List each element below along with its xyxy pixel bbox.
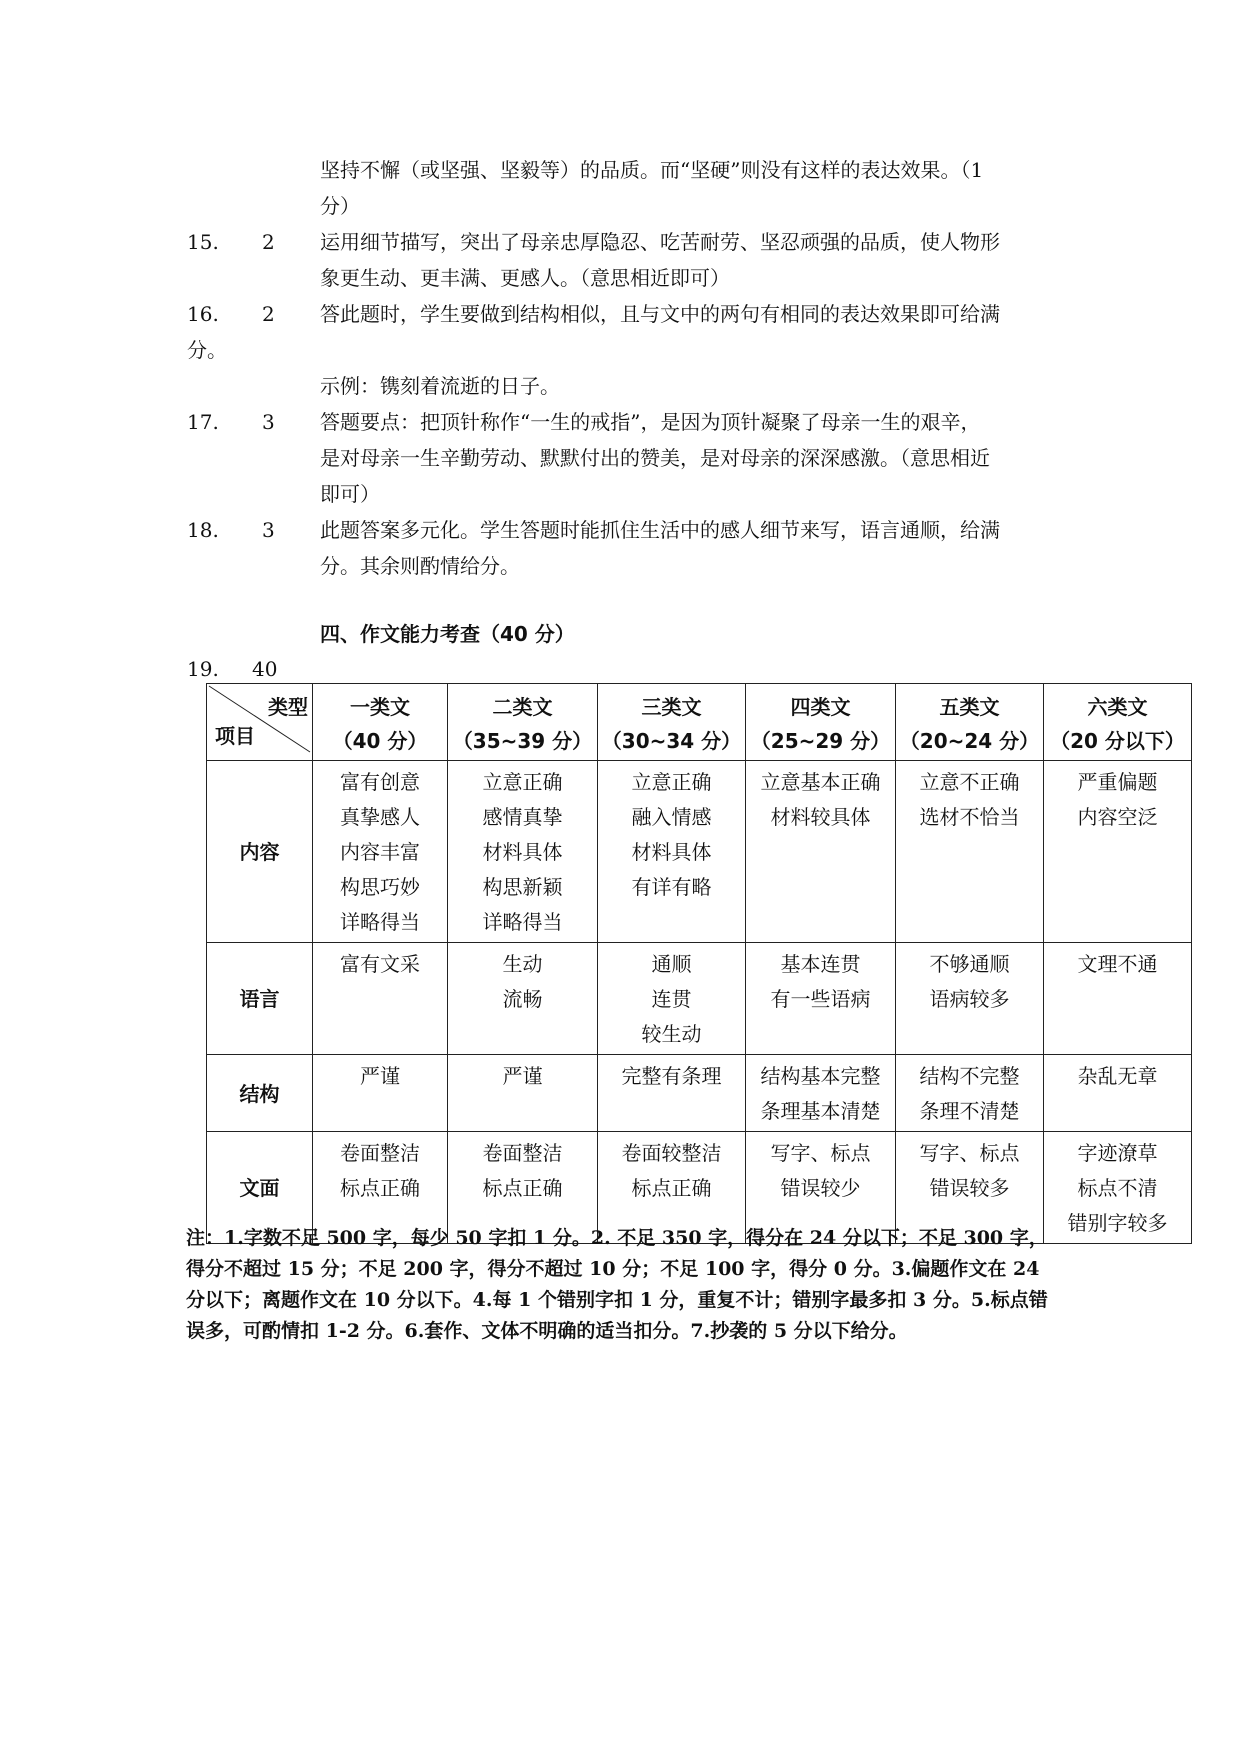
rubric-cell [313,943,448,1055]
rubric-row [207,1055,1192,1132]
q17-answer-line3: 即可） [320,482,380,506]
rubric-cell-line: 标点正确 [631,1176,712,1200]
column-range: （25~29 分） [750,729,891,753]
q18-points: 3 [262,518,275,542]
rubric-row [207,761,1192,943]
q19-points: 40 [252,657,278,681]
rubric-cell-line: 构思新颖 [482,875,563,899]
rubric-cell-line: 立意正确 [482,770,563,794]
rubric-cell-line: 不够通顺 [929,952,1010,976]
rubric-cell-line: 连贯 [651,987,692,1011]
column-name: 二类文 [492,695,553,719]
rubric-cell-line: 错误较多 [929,1176,1010,1200]
column-range: （40 分） [332,729,428,753]
rubric-cell-line: 卷面较整洁 [621,1141,722,1165]
rubric-row-label: 结构 [207,1055,313,1132]
q16-points: 2 [262,302,275,326]
column-name: 一类文 [350,695,410,719]
rubric-cell-line: 写字、标点 [919,1141,1020,1165]
rubric-cell-line: 详略得当 [482,910,563,934]
rubric-cell-line: 材料具体 [482,840,563,864]
rubric-cell-line: 结构基本完整 [760,1064,881,1088]
rubric-row-label: 语言 [207,943,313,1055]
q18-answer-line1: 此题答案多元化。学生答题时能抓住生活中的感人细节来写，语言通顺，给满 [320,518,1000,542]
rubric-cell-line: 严谨 [360,1064,400,1088]
rubric-cell-line: 错别字较多 [1067,1211,1168,1235]
rubric-body [207,761,1192,1244]
rubric-cell-line: 杂乱无章 [1077,1064,1158,1088]
rubric-cell-line: 详略得当 [340,910,420,934]
q17-points: 3 [262,410,275,434]
column-range: （20~24 分） [899,729,1040,753]
rubric-cell-line: 立意基本正确 [760,770,881,794]
rubric-cell [1044,1132,1192,1244]
essay-rubric-table [206,683,1192,1244]
rubric-row-label: 文面 [207,1132,313,1244]
rubric-cell [896,761,1044,943]
rubric-cell-line: 富有文采 [340,952,420,976]
rubric-cell-line: 生动 [502,952,543,976]
rubric-cell-line: 富有创意 [340,770,420,794]
rubric-cell-line: 立意不正确 [919,770,1020,794]
q15-points: 2 [262,230,275,254]
rubric-cell-line: 材料较具体 [770,805,871,829]
rubric-cell-line: 较生动 [641,1022,702,1046]
rubric-corner-cell [207,684,313,761]
rubric-cell-line: 标点正确 [482,1176,563,1200]
rubric-cell-line: 立意正确 [631,770,712,794]
rubric-cell-line: 材料具体 [631,840,712,864]
rubric-cell-line: 标点正确 [340,1176,420,1200]
q16-answer-line1: 答此题时，学生要做到结构相似，且与文中的两句有相同的表达效果即可给满 [320,302,1000,326]
rubric-cell-line: 构思巧妙 [340,875,420,899]
rubric-column-header [448,684,598,761]
rubric-cell [598,761,746,943]
q18-number: 18. [187,518,219,542]
rubric-cell-line: 严重偏题 [1077,770,1158,794]
q15-answer-line2: 象更生动、更丰满、更感人。（意思相近即可） [320,266,730,290]
rubric-cell-line: 选材不恰当 [919,805,1020,829]
rubric-cell [448,1055,598,1132]
rubric-cell [746,1055,896,1132]
rubric-cell [598,943,746,1055]
rubric-cell-line: 条理不清楚 [919,1099,1020,1123]
rubric-cell-line: 流畅 [502,987,543,1011]
rubric-cell-line: 文理不通 [1077,952,1158,976]
column-range: （20 分以下） [1050,729,1185,753]
rubric-cell-line: 有详有略 [631,875,712,899]
rubric-cell-line: 内容空泛 [1077,805,1158,829]
rubric-cell [1044,943,1192,1055]
q17-number: 17. [187,410,219,434]
rubric-cell-line: 内容丰富 [340,840,420,864]
rubric-cell-line: 字迹潦草 [1077,1141,1158,1165]
rubric-cell [313,761,448,943]
section-heading: 四、作文能力考查（40 分） [320,622,575,646]
q19-number: 19. [187,657,219,681]
rubric-cell [896,1055,1044,1132]
rubric-header-row [207,684,1192,761]
q18-answer-line2: 分。其余则酌情给分。 [320,554,520,578]
rubric-cell-line: 结构不完整 [919,1064,1020,1088]
column-name: 五类文 [939,695,1000,719]
q14-answer-line2: 分） [320,194,360,218]
q17-answer-line1: 答题要点：把顶针称作“一生的戒指”，是因为顶针凝聚了母亲一生的艰辛， [320,410,981,434]
column-range: （30~34 分） [601,729,742,753]
q16-example: 示例：镌刻着流逝的日子。 [320,374,560,398]
rubric-column-header [313,684,448,761]
rubric-cell-line: 严谨 [502,1064,543,1088]
corner-item-label: 项目 [215,724,255,748]
q15-number: 15. [187,230,219,254]
column-name: 六类文 [1087,695,1148,719]
rubric-cell [448,761,598,943]
rubric-cell-line: 感情真挚 [482,805,563,829]
corner-type-label: 类型 [268,695,308,719]
rubric-cell [313,1055,448,1132]
rubric-cell-line: 完整有条理 [621,1064,722,1088]
rubric-cell-line: 有一些语病 [770,987,871,1011]
rubric-cell-line: 写字、标点 [770,1141,871,1165]
column-name: 四类文 [790,695,851,719]
rubric-cell-line: 语病较多 [929,987,1010,1011]
rubric-column-header [896,684,1044,761]
rubric-cell [1044,761,1192,943]
rubric-cell [1044,1055,1192,1132]
q15-answer-line1: 运用细节描写，突出了母亲忠厚隐忍、吃苦耐劳、坚忍顽强的品质，使人物形 [320,230,1000,254]
rubric-cell [598,1055,746,1132]
rubric-cell-line: 卷面整洁 [482,1141,563,1165]
rubric-row [207,943,1192,1055]
q16-number: 16. [187,302,219,326]
q14-answer-line1: 坚持不懈（或坚强、坚毅等）的品质。而“坚硬”则没有这样的表达效果。（1 [320,158,984,182]
rubric-cell [746,943,896,1055]
rubric-column-header [1044,684,1192,761]
rubric-cell-line: 通顺 [651,952,692,976]
q16-answer-line2: 分。 [187,338,227,362]
rubric-cell [746,761,896,943]
rubric-cell-line: 融入情感 [631,805,712,829]
rubric-cell-line: 条理基本清楚 [760,1099,881,1123]
rubric-column-header [598,684,746,761]
rubric-cell-line: 基本连贯 [780,952,861,976]
rubric-cell-line: 真挚感人 [340,805,420,829]
rubric-cell [448,943,598,1055]
rubric-cell-line: 错误较少 [780,1176,861,1200]
rubric-cell-line: 标点不清 [1077,1176,1158,1200]
rubric-cell-line: 卷面整洁 [340,1141,420,1165]
column-name: 三类文 [641,695,702,719]
rubric-column-header [746,684,896,761]
column-range: （35~39 分） [452,729,593,753]
scoring-note: 注：1.字数不足 500 字，每少 50 字扣 1 分。2. 不足 350 字，得分在 24 分以下；不足 300 字，得分不超过 15 分；不足 200 字，得分不超过 10 分；不足 100 字，得分 0 分。3.偏题作文在 24 分以下；离题作文在 10 分以下。4.每 1 个错别字扣 1 分，重复不计；错别字最多扣 3 分。5.标点错误多，可酌情扣 1-2 分。6.套作、文体不明确的适当扣分。7.抄袭的 5 分以下给分。 [186,1227,1048,1342]
q17-answer-line2: 是对母亲一生辛勤劳动、默默付出的赞美，是对母亲的深深感激。（意思相近 [320,446,990,470]
rubric-cell [896,943,1044,1055]
rubric-row-label: 内容 [207,761,313,943]
